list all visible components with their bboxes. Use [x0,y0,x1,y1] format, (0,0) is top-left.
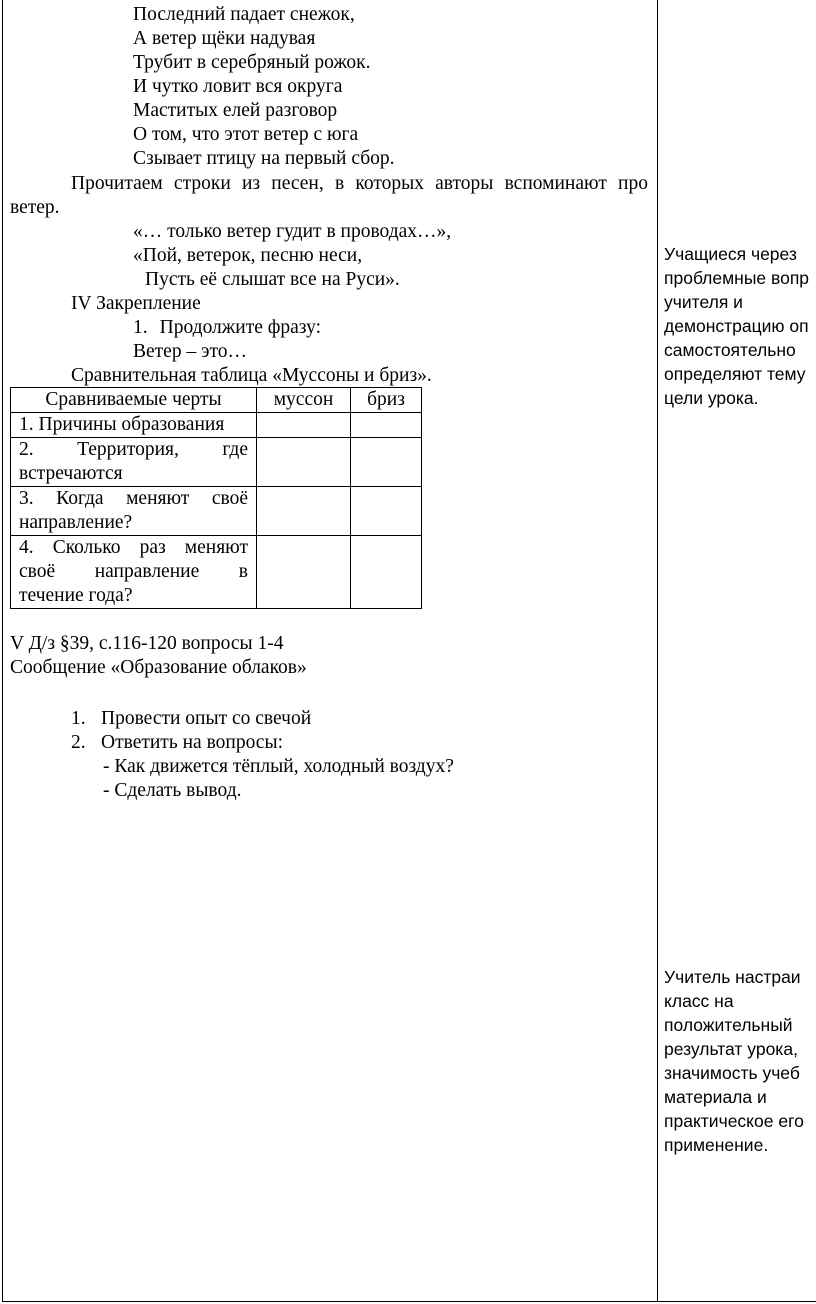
task-item [133,316,321,340]
table-cell-empty [351,487,422,536]
right-note-teacher: Учитель настраи класс на положительный результат урока, значимость учеб материала и практическое его применение. [664,967,804,1155]
table-header-cell: бриз [351,388,422,413]
table-cell: 3. Когда меняют своё направление? [11,487,257,536]
task-number: 1. [133,317,148,338]
table-row [11,413,422,438]
message-line: Сообщение «Образование облаков» [10,657,307,678]
table-cell-empty [257,487,351,536]
poem-line: Сзывает птицу на первый сбор. [133,148,395,169]
task-item [71,707,311,731]
subtask-line: - Как движется тёплый, холодный воздух? [103,756,454,777]
right-note-students: Учащиеся через проблемные вопр учителя и демонстрацию оп самостоятельно определяют тему цели урока. [664,244,810,408]
song-line: «… только ветер гудит в проводах…», [133,221,452,242]
table-cell-empty [257,536,351,609]
task-item [71,731,283,755]
poem-line: Трубит в серебряный рожок. [133,52,371,73]
task-number: 2. [71,732,86,753]
section-heading: IV Закрепление [71,293,201,314]
table-cell: 2. Территория, где встречаются [11,438,257,487]
poem-line: О том, что этот ветер с юга [133,124,359,145]
table-header-cell: Сравниваемые черты [11,388,257,413]
poem-line: Маститых елей разговор [133,100,338,121]
table-header-row [11,388,422,413]
table-cell-empty [351,413,422,438]
table-row [11,438,422,487]
column-divider [657,0,658,1301]
phrase-prompt: Ветер – это… [133,341,247,362]
task-text: Продолжите фразу: [159,317,321,338]
song-line: Пусть её слышат все на Руси». [145,269,400,290]
songs-intro-line: Прочитаем строки из песен, в которых авторы вспоминают про [71,173,648,194]
table-cell-empty [351,536,422,609]
table-cell: 4. Сколько раз меняют своё направление в течение года? [11,536,257,609]
subtask-line: - Сделать вывод. [103,780,242,801]
table-cell: 1. Причины образования [11,413,257,438]
table-caption: Сравнительная таблица «Муссоны и бриз». [71,365,432,386]
task-text: Провести опыт со свечой [101,708,312,729]
poem-line: А ветер щёки надувая [133,28,316,49]
homework-line: V Д/з §39, с.116-120 вопросы 1-4 [10,633,284,654]
task-number: 1. [71,708,86,729]
table-row [11,536,422,609]
poem-line: И чутко ловит вся округа [133,76,343,97]
table-cell-empty [257,438,351,487]
songs-intro-line: ветер. [10,197,60,218]
poem-line: Последний падает снежок, [133,4,355,25]
table-cell-empty [351,438,422,487]
task-text: Ответить на вопросы: [101,732,283,753]
table-header-cell: муссон [257,388,351,413]
song-line: «Пой, ветерок, песню неси, [133,245,363,266]
comparison-table [10,387,422,609]
table-cell-empty [257,413,351,438]
table-row [11,487,422,536]
